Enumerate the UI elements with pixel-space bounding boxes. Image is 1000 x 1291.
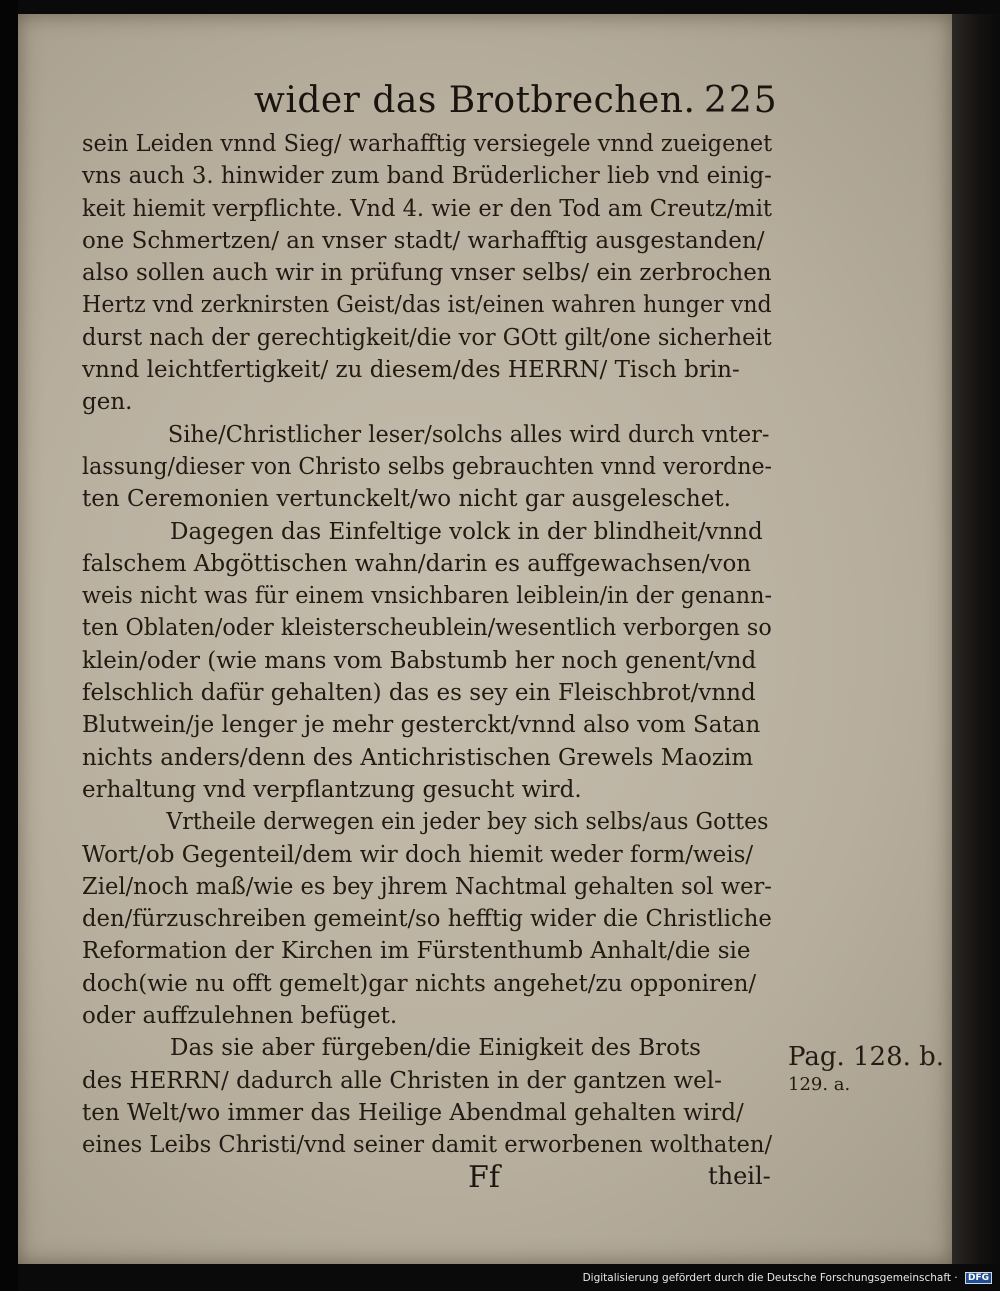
page-footer [18,1160,952,1200]
paragraph-start: Vrtheile derwegen ein jeder bey sich selbs/aus Gottes [166,809,769,836]
text-line: one Schmertzen/ an vnser stadt/ warhafftig ausgestanden/ [82,227,765,254]
margin-note: 129. a. [788,1074,851,1095]
text-line: sein Leiden vnnd Sieg/ warhafftig versiegele vnnd zueigenet [82,131,773,157]
text-line: ten Oblaten/oder kleisterscheublein/wesentlich verborgen so [82,615,772,642]
text-line: Hertz vnd zerknirsten Geist/das ist/einen wahren hunger vnd [82,292,772,319]
text-line: oder auffzulehnen befüget. [82,1003,398,1030]
text-line: ten Ceremonien vertunckelt/wo nicht gar ausgeleschet. [82,486,731,513]
paragraph-start: Dagegen das Einfeltige volck in der blindheit/vnnd [170,518,763,545]
text-line: felschlich dafür gehalten) das es sey ein Fleischbrot/vnnd [82,680,756,707]
text-line: eines Leibs Christi/vnd seiner damit erworbenen wolthaten/ [82,1132,773,1159]
text-line: Blutwein/je lenger je mehr gesterckt/vnnd also vom Satan [82,712,761,739]
text-line: vns auch 3. hinwider zum band Brüderlicher lieb vnd einig- [82,163,772,190]
page-header [18,80,952,130]
paragraph-start: Das sie aber fürgeben/die Einigkeit des Brots [170,1035,701,1062]
text-line: Reformation der Kirchen im Fürstenthumb Anhalt/die sie [82,938,751,965]
page-number: 225 [704,80,779,121]
book-page [18,14,952,1264]
funding-credit: Digitalisierung gefördert durch die Deutsche Forschungsgemeinschaft · DFG [583,1272,992,1284]
text-line: vnnd leichtfertigkeit/ zu diesem/des HERRN/ Tisch brin- [82,357,740,384]
text-line: nichts anders/denn des Antichristischen Grewels Maozim [82,744,754,771]
scan-border-right [952,14,1000,1264]
dfg-logo-icon: DFG [965,1272,992,1284]
text-line: also sollen auch wir in prüfung vnser selbs/ ein zerbrochen [82,260,772,287]
text-line: Ziel/noch maß/wie es bey jhrem Nachtmal gehalten sol wer- [82,873,772,900]
text-line: falschem Abgöttischen wahn/darin es auffgewachsen/von [82,550,752,577]
body-text [82,128,772,1162]
margin-note: Pag. 128. b. [788,1042,945,1072]
text-line: erhaltung vnd verpflantzung gesucht wird. [82,776,582,803]
text-line: den/fürzuschreiben gemeint/so hefftig wider die Christliche [82,906,772,933]
running-head: wider das Brotbrechen. [254,80,696,121]
text-line: durst nach der gerechtigkeit/die vor GOtt gilt/one sicherheit [82,324,772,351]
text-line: Wort/ob Gegenteil/dem wir doch hiemit weder form/weis/ [82,841,754,868]
credit-text: Digitalisierung gefördert durch die Deutsche Forschungsgemeinschaft [582,1272,951,1284]
text-line: klein/oder (wie mans vom Babstumb her noch genent/vnd [82,647,757,674]
text-line: des HERRN/ dadurch alle Christen in der gantzen wel- [82,1067,722,1094]
scan-border-left [0,0,18,1291]
catchword: theil- [708,1162,771,1190]
text-line: gen. [82,389,133,416]
text-line: doch(wie nu offt gemelt)gar nichts angehet/zu opponiren/ [82,970,757,997]
text-line: ten Welt/wo immer das Heilige Abendmal gehalten wird/ [82,1099,744,1126]
signature-mark: Ff [468,1160,500,1195]
text-line: weis nicht was für einem vnsichbaren leiblein/in der genann- [82,583,772,610]
text-line: lassung/dieser von Christo selbs gebrauchten vnnd verordne- [82,453,772,480]
text-line: keit hiemit verpflichte. Vnd 4. wie er den Tod am Creutz/mit [82,195,773,222]
paragraph-start: Sihe/Christlicher leser/solchs alles wird durch vnter- [167,421,770,448]
